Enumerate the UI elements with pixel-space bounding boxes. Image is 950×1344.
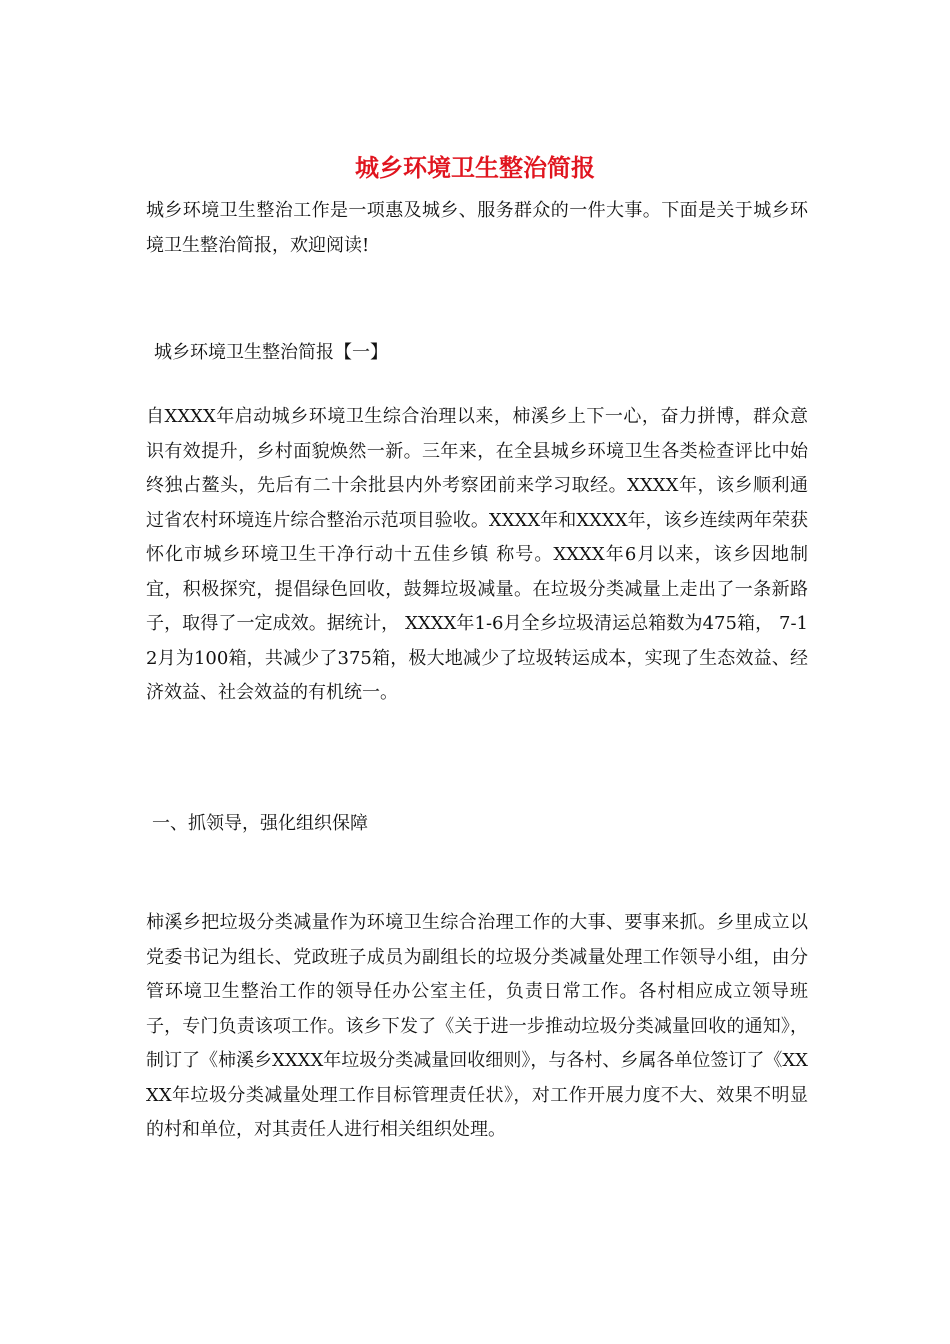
body-paragraph-2: 柿溪乡把垃圾分类减量作为环境卫生综合治理工作的大事、要事来抓。乡里成立以党委书记为组长、党政班子成员为副组长的垃圾分类减量处理工作领导小组，由分管环境卫生整治工作的领导任办公室主任，负责日常工作。各村相应成立领导班子，专门负责该项工作。该乡下发了《关于进一步推动垃圾分类减量回收的通知》，制订了《柿溪乡XXXX年垃圾分类减量回收细则》，与各村、乡属各单位签订了《XXXX年垃圾分类减量处理工作目标管理责任状》，对工作开展力度不大、效果不明显的村和单位，对其责任人进行相关组织处理。 — [146, 912, 808, 1140]
intro-paragraph: 城乡环境卫生整治工作是一项惠及城乡、服务群众的一件大事。下面是关于城乡环境卫生整治简报，欢迎阅读! — [146, 200, 808, 256]
subheading-1: 一、抓领导，强化组织保障 — [152, 813, 368, 834]
body-paragraph-1: 自XXXX年启动城乡环境卫生综合治理以来，柿溪乡上下一心，奋力拼博，群众意识有效提升，乡村面貌焕然一新。三年来，在全县城乡环境卫生各类检查评比中始终独占鳌头，先后有二十余批县内外考察团前来学习取经。XXXX年，该乡顺利通过省农村环境连片综合整治示范项目验收。XXXX年和XXXX年，该乡连续两年荣获 怀化市城乡环境卫生干净行动十五佳乡镇 称号。XXXX年6月以来，该乡因地制宜，积极探究，提倡绿色回收，鼓舞垃圾减量。在垃圾分类减量上走出了一条新路子，取得了一定成效。据统计， XXXX年1-6月全乡垃圾清运总箱数为475箱， 7-12月为100箱，共减少了375箱，极大地减少了垃圾转运成本，实现了生态效益、经济效益、社会效益的有机统一。 — [146, 406, 808, 703]
document-title: 城乡环境卫生整治简报 — [355, 153, 595, 182]
section-heading: 城乡环境卫生整治简报【一】 — [154, 342, 388, 363]
